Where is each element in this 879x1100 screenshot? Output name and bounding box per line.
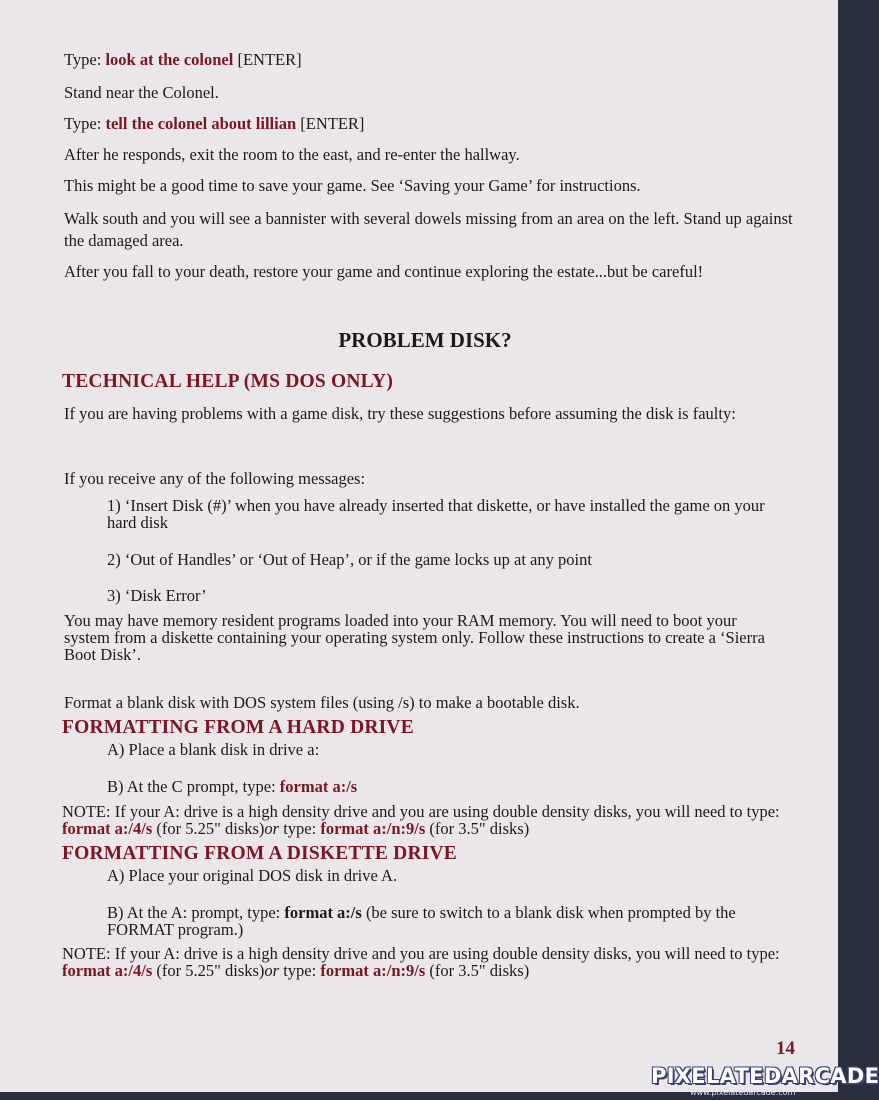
messages-intro: If you receive any of the following messages: (64, 469, 366, 488)
text: (for 3.5" disks) (425, 961, 530, 980)
command-text: format a:/4/s (62, 961, 153, 980)
hard-drive-step-a: A) Place a blank disk in drive a: (107, 740, 320, 759)
walkthrough-step-look (64, 51, 804, 68)
text: or (264, 819, 280, 838)
text: Type: (64, 114, 106, 133)
section-heading-technical-help: TECHNICAL HELP (MS DOS ONLY) (62, 371, 394, 392)
command-text: format a:/n:9/s (320, 819, 426, 838)
command-text: tell the colonel about lillian (105, 114, 297, 133)
diskette-density-note (62, 945, 802, 979)
text: [ENTER] (296, 114, 365, 133)
text: NOTE: If your A: drive is a high density drive and you are using double density disks, you will need to type: (62, 944, 780, 963)
memory-resident-note: You may have memory resident programs loaded into your RAM memory. You will need to boot your system from a diskette containing your operating system only. Follow these instructions to create a ‘Sierra Boot Disk’. (64, 611, 765, 664)
text: [ENTER] (233, 50, 302, 69)
hard-drive-density-note (62, 803, 802, 837)
problem-intro: If you are having problems with a game disk, try these suggestions before assuming the disk is faulty: (64, 404, 736, 423)
text: B) At the C prompt, type: (107, 777, 280, 796)
text: or (264, 961, 280, 980)
format-intro: Format a blank disk with DOS system files (using /s) to make a bootable disk. (64, 693, 580, 712)
text: (for 3.5" disks) (425, 819, 530, 838)
watermark-url: www.pixelatedarcade.com (690, 1088, 796, 1097)
text: type: (279, 819, 321, 838)
command-text: format a:/s (279, 777, 358, 796)
text: NOTE: If your A: drive is a high density drive and you are using double density disks, you will need to type: (62, 802, 780, 821)
text: B) At the A: prompt, type: (107, 903, 285, 922)
walkthrough-step-exit: After he responds, exit the room to the east, and re-enter the hallway. (64, 145, 520, 164)
message-item-disk-error: 3) ‘Disk Error’ (107, 586, 207, 605)
command-text: format a:/4/s (62, 819, 153, 838)
message-item-insert-disk: 1) ‘Insert Disk (#)’ when you have already inserted that diskette, or have installed the game on your hard disk (107, 496, 765, 532)
text: type: (279, 961, 321, 980)
command-text: format a:/n:9/s (320, 961, 426, 980)
page-title: PROBLEM DISK? (338, 328, 512, 352)
hard-drive-step-b (107, 778, 807, 795)
walkthrough-step-save: This might be a good time to save your game. See ‘Saving your Game’ for instructions. (64, 176, 641, 195)
text: (for 5.25" disks) (152, 819, 265, 838)
command-text: look at the colonel (105, 50, 234, 69)
section-heading-hard-drive: FORMATTING FROM A HARD DRIVE (62, 717, 414, 738)
section-heading-diskette-drive: FORMATTING FROM A DISKETTE DRIVE (62, 843, 458, 864)
text: (for 5.25" disks) (152, 961, 265, 980)
command-text: format a:/s (284, 903, 362, 922)
diskette-step-a: A) Place your original DOS disk in drive A. (107, 866, 398, 885)
walkthrough-step-bannister: Walk south and you will see a bannister with several dowels missing from an area on the left. Stand up against the damaged area. (64, 209, 793, 250)
page-number: 14 (776, 1038, 795, 1059)
watermark-logo: PIXELATEDARCADE (651, 1064, 879, 1088)
walkthrough-step-tell (64, 115, 804, 132)
diskette-step-b (107, 904, 787, 938)
message-item-out-of-handles: 2) ‘Out of Handles’ or ‘Out of Heap’, or if the game locks up at any point (107, 550, 592, 569)
walkthrough-step-fall: After you fall to your death, restore your game and continue exploring the estate...but be careful! (64, 262, 704, 281)
walkthrough-step-stand: Stand near the Colonel. (64, 83, 219, 102)
text: Type: (64, 50, 106, 69)
text: (be sure to switch to a blank disk when prompted by the FORMAT program.) (107, 903, 736, 939)
